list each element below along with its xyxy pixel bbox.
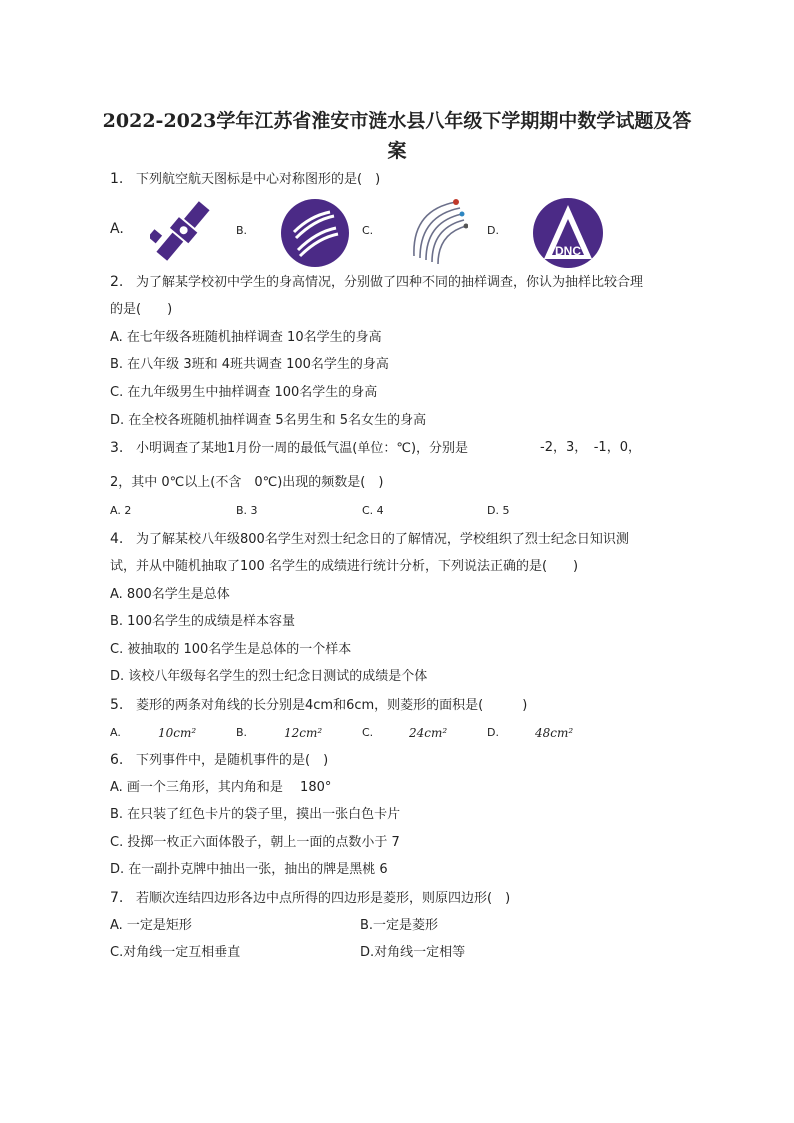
q2-option-a: A. 在七年级各班随机抽样调查 10名学生的身高	[110, 330, 382, 345]
title-line-1: 2022-2023学年江苏省淮安市涟水县八年级下学期期中数学试题及答	[102, 110, 692, 132]
question-stem-line-1: 为了解某校八年级800名学生对烈士纪念日的了解情况，学校组织了烈士纪念日知识测	[136, 532, 629, 547]
q2-option-b: B. 在八年级 3班和 4班共调查 100名学生的身高	[110, 357, 389, 372]
q6-option-b: B. 在只装了红色卡片的袋子里，摸出一张白色卡片	[110, 807, 401, 822]
question-number: 7.	[110, 890, 124, 906]
q2-option-c: C. 在九年级男生中抽样调查 100名学生的身高	[110, 385, 378, 400]
question-number: 4.	[110, 531, 124, 547]
q1-option-d-label: D.	[487, 224, 499, 237]
q3-temperature-values: -2，3， -1，0，	[540, 440, 641, 455]
dnc-logo-icon	[532, 197, 604, 269]
question-number: 3.	[110, 440, 124, 456]
q5-option-b-value: 12cm²	[284, 726, 323, 740]
question-stem: 下列事件中，是随机事件的是( )	[136, 753, 329, 768]
question-3-line-2: 2，其中 0℃以上(不含 0℃)出现的频数是( )	[110, 475, 384, 490]
q4-option-b: B. 100名学生的成绩是样本容量	[110, 614, 295, 629]
circle-stripes-icon	[280, 198, 350, 268]
question-2-line-2: 的是( )	[110, 302, 173, 317]
question-5	[110, 696, 527, 715]
question-number: 2.	[110, 274, 124, 290]
q5-option-c-value: 24cm²	[409, 726, 448, 740]
q3-option-d: D. 5	[487, 504, 510, 517]
q7-option-b: B.一定是菱形	[360, 918, 439, 933]
q7-option-c: C.对角线一定互相垂直	[110, 945, 241, 960]
dnc-logo-text: DNC	[555, 244, 581, 258]
orbit-lines-icon	[404, 196, 468, 266]
question-stem: 菱形的两条对角线的长分别是4cm和6cm，则菱形的面积是( )	[136, 698, 528, 713]
satellite-icon	[150, 196, 216, 266]
q1-option-b-label: B.	[236, 224, 248, 237]
page-title	[60, 106, 734, 166]
question-number: 5.	[110, 697, 124, 713]
q5-option-c-label: C.	[362, 726, 374, 739]
question-4-line-2: 试，并从中随机抽取了100 名学生的成绩进行统计分析，下列说法正确的是( )	[110, 559, 579, 574]
q6-option-d: D. 在一副扑克牌中抽出一张，抽出的牌是黑桃 6	[110, 862, 388, 877]
question-stem: 若顺次连结四边形各边中点所得的四边形是菱形，则原四边形( )	[136, 891, 511, 906]
q3-option-b: B. 3	[236, 504, 258, 517]
q5-option-a-label: A.	[110, 726, 121, 739]
q2-option-d: D. 在全校各班随机抽样调查 5名男生和 5名女生的身高	[110, 413, 427, 428]
q6-option-c: C. 投掷一枚正六面体骰子，朝上一面的点数小于 7	[110, 835, 400, 850]
q6-option-a: A. 画一个三角形，其内角和是 180°	[110, 780, 332, 795]
q4-option-d: D. 该校八年级每名学生的烈士纪念日测试的成绩是个体	[110, 669, 428, 684]
question-stem-part-1: 小明调查了某地1月份一周的最低气温(单位：℃)，分别是	[136, 441, 469, 456]
q1-option-a-label: A.	[110, 221, 124, 237]
q5-option-d-value: 48cm²	[535, 726, 574, 740]
question-3	[110, 439, 468, 458]
q3-option-c: C. 4	[362, 504, 384, 517]
q4-option-a: A. 800名学生是总体	[110, 587, 230, 602]
title-line-2: 案	[387, 140, 407, 162]
question-stem-line-1: 为了解某学校初中学生的身高情况，分别做了四种不同的抽样调查，你认为抽样比较合理	[136, 275, 644, 290]
q4-option-c: C. 被抽取的 100名学生是总体的一个样本	[110, 642, 352, 657]
question-1	[110, 170, 380, 189]
question-2	[110, 273, 643, 292]
question-number: 1.	[110, 171, 124, 187]
q1-option-c-label: C.	[362, 224, 374, 237]
q5-option-d-label: D.	[487, 726, 499, 739]
q3-option-a: A. 2	[110, 504, 132, 517]
q5-option-a-value: 10cm²	[158, 726, 197, 740]
question-7	[110, 889, 510, 908]
question-4	[110, 530, 629, 549]
q7-option-a: A. 一定是矩形	[110, 918, 192, 933]
question-6	[110, 751, 328, 770]
q5-option-b-label: B.	[236, 726, 248, 739]
q7-option-d: D.对角线一定相等	[360, 945, 466, 960]
question-stem: 下列航空航天图标是中心对称图形的是( )	[136, 172, 381, 187]
question-number: 6.	[110, 752, 124, 768]
